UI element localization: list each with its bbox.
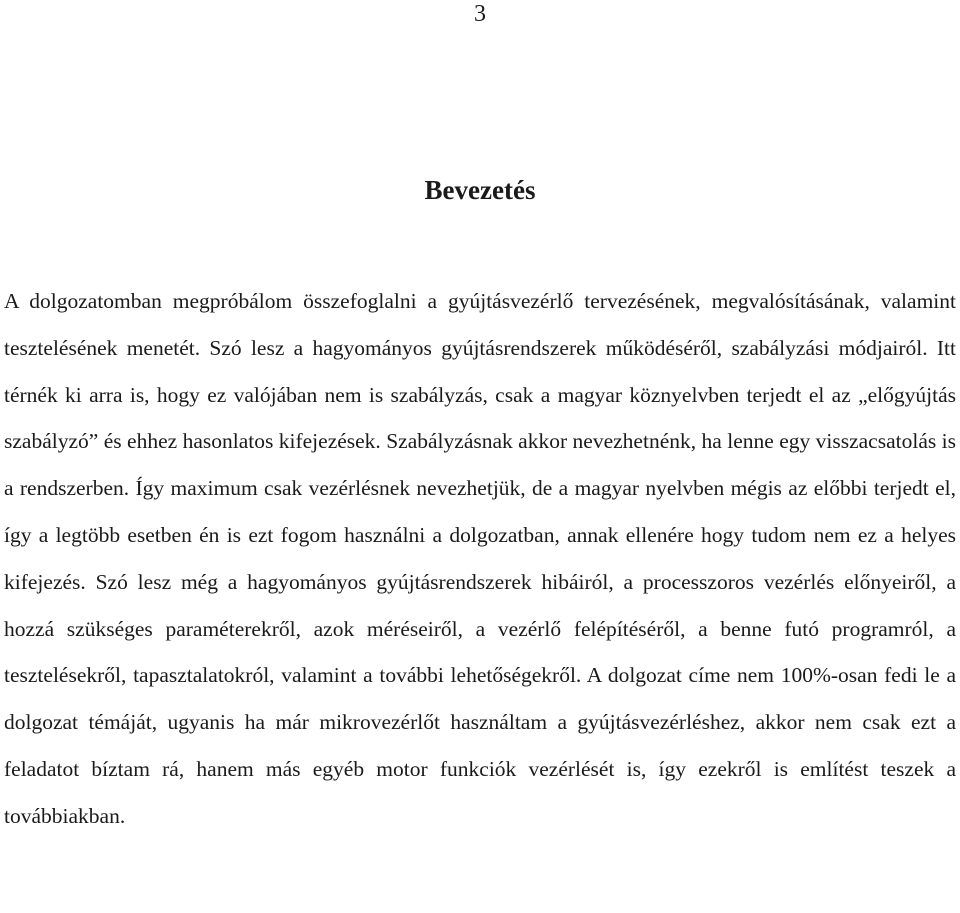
section-heading: Bevezetés [424, 175, 536, 205]
page-number: 3 [474, 1, 486, 27]
body-paragraph: A dolgozatomban megpróbálom összefoglalni a gyújtásvezérlő tervezésének, megvalósításának, valamint tesztelésének menetét. Szó lesz a hagyományos gyújtásrendszerek működéséről, szabályzási módjairól. Itt térnék ki arra is, hogy ez valójában nem is szabályzás, csak a magyar köznyelvben terjedt el az „előgyújtás szabályzó” és ehhez hasonlatos kifejezések. Szabályzásnak akkor nevezhetnénk, ha lenne egy visszacsatolás is a rendszerben. Így maximum csak vezérlésnek nevezhetjük, de a magyar nyelvben mégis az előbbi terjedt el, így a legtöbb esetben én is ezt fogom használni a dolgozatban, annak ellenére hogy tudom nem ez a helyes kifejezés. Szó lesz még a hagyományos gyújtásrendszerek hibáiról, a processzoros vezérlés előnyeiről, a hozzá szükséges paraméterekről, azok méréseiről, a vezérlő felépítéséről, a benne futó programról, a tesztelésekről, tapasztalatokról, valamint a további lehetőségekről. A dolgozat címe nem 100%-osan fedi le a dolgozat témáját, ugyanis ha már mikrovezérlőt használtam a gyújtásvezérléshez, akkor nem csak ezt a feladatot bíztam rá, hanem más egyéb motor funkciók vezérlését is, így ezekről is említést teszek a továbbiakban. [4, 289, 956, 828]
